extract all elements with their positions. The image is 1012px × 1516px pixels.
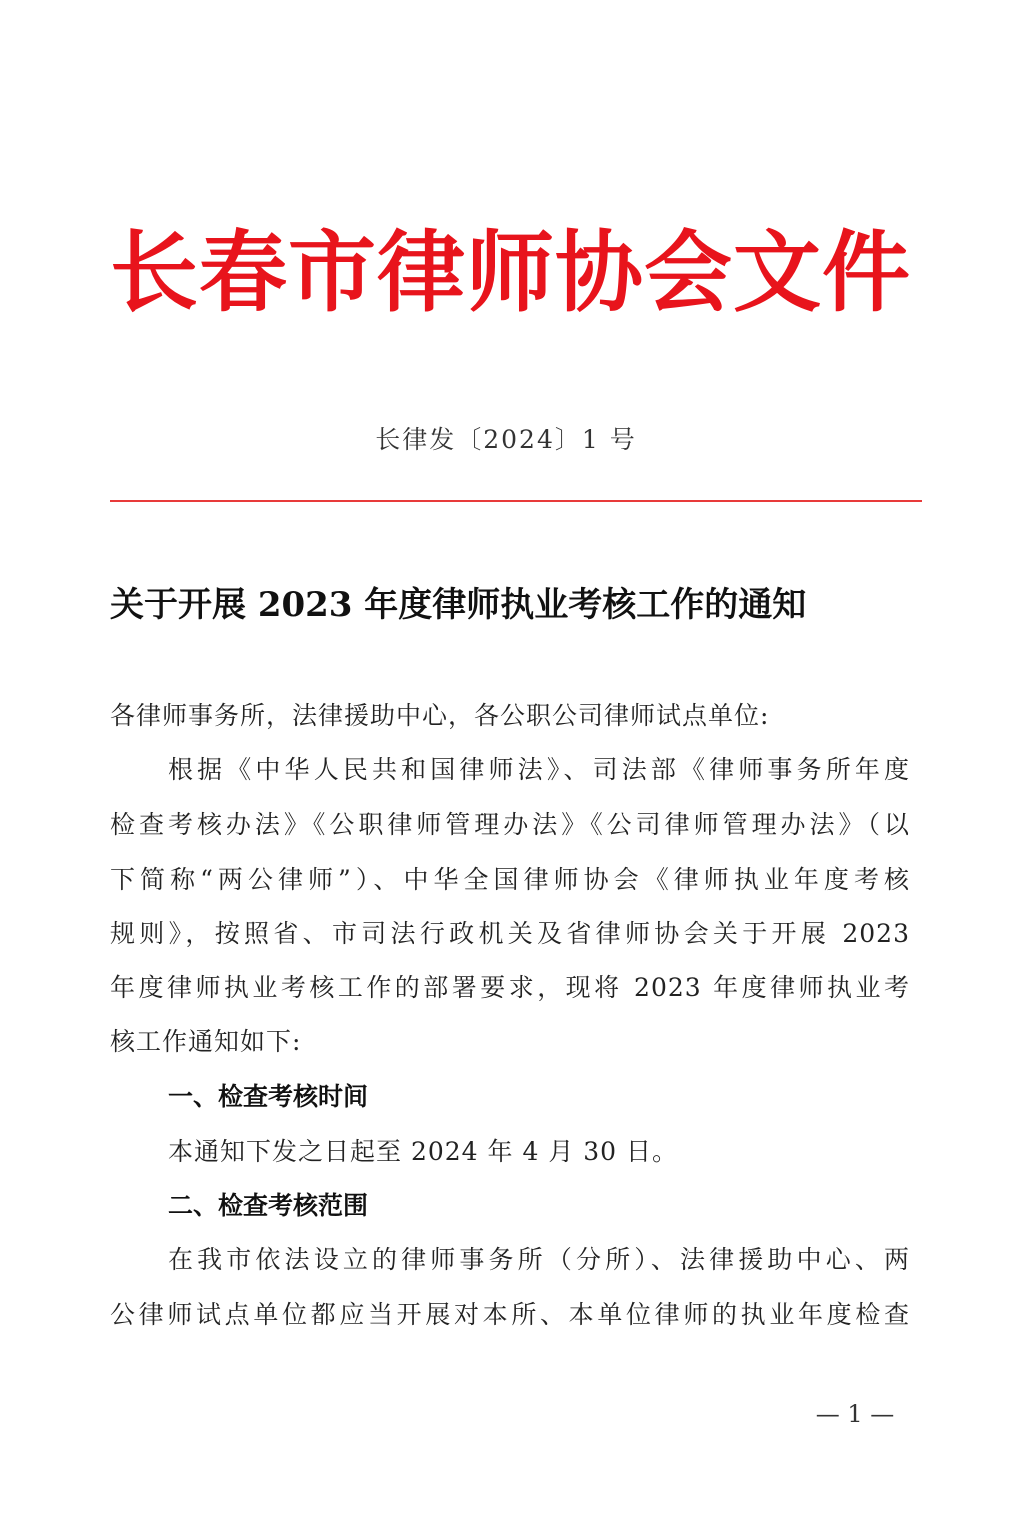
section-line: 本通知下发之日起至 2024 年 4 月 30 日。: [168, 1137, 679, 1166]
section-line: 在我市依法设立的律师事务所（分所）、法律援助中心、两: [168, 1245, 910, 1274]
page-number: — 1 —: [815, 1400, 895, 1428]
salutation: 各律师事务所，法律援助中心，各公职公司律师试点单位:: [110, 701, 770, 730]
issuing-organization-title: 长春市律师协会文件: [110, 221, 912, 324]
section-heading-time: 一、检查考核时间: [168, 1082, 369, 1111]
section-line: 公律师试点单位都应当开展对本所、本单位律师的执业年度检查: [110, 1300, 910, 1329]
intro-line: 下简称“两公律师”）、中华全国律师协会《律师执业年度考核: [110, 865, 910, 894]
intro-line: 检查考核办法》《公职律师管理办法》《公司律师管理办法》（以: [110, 810, 910, 839]
notice-title: 关于开展 2023 年度律师执业考核工作的通知: [110, 585, 807, 625]
document-number: 长律发〔2024〕1 号: [375, 425, 637, 454]
intro-line: 根据《中华人民共和国律师法》、司法部《律师事务所年度: [168, 755, 910, 784]
section-heading-scope: 二、检查考核范围: [168, 1191, 369, 1220]
intro-line: 核工作通知如下:: [110, 1027, 302, 1056]
intro-line: 年度律师执业考核工作的部署要求，现将 2023 年度律师执业考: [110, 973, 910, 1002]
red-divider-line: [110, 500, 922, 502]
intro-line: 规则》，按照省、市司法行政机关及省律师协会关于开展 2023: [110, 919, 910, 948]
